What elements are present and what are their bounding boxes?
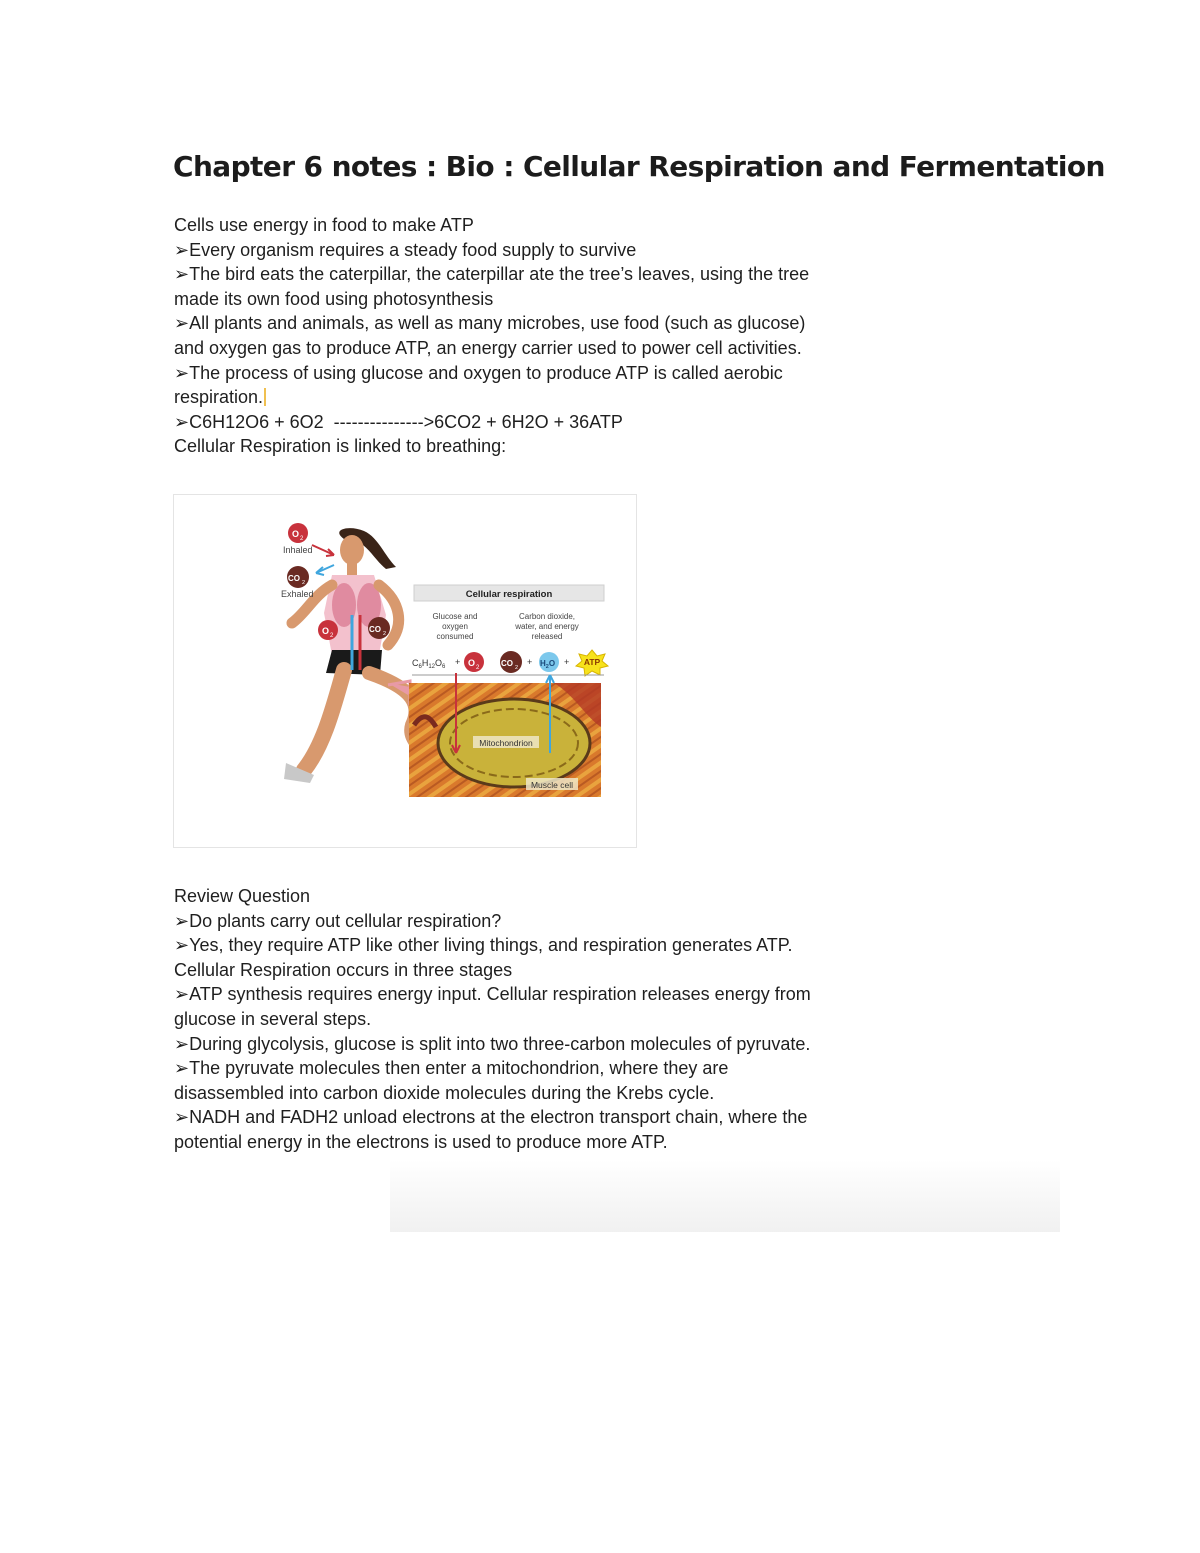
bullet-item: ➢ NADH and FADH2 unload electrons at the electron transport chain, where the potential energy in the electrons is used to produce more ATP. (174, 1105, 824, 1154)
co2-symbol: CO (288, 574, 300, 583)
page-fade-overlay (390, 1160, 1060, 1232)
respiration-figure (173, 494, 637, 848)
plus-sign: + (527, 657, 533, 667)
page-title: Chapter 6 notes : Bio : Cellular Respiration and Fermentation (173, 150, 1105, 183)
o2-symbol: O (322, 626, 330, 636)
plus-sign: + (455, 657, 461, 667)
section-closing: Cellular Respiration is linked to breathing: (174, 436, 507, 457)
notes-section-atp (174, 213, 824, 459)
text-cursor (264, 388, 266, 406)
cellular-respiration-panel (412, 585, 608, 676)
bullet-item: ➢ Do plants carry out cellular respiration? (174, 909, 824, 934)
bullet-item: ➢ ATP synthesis requires energy input. Cellular respiration releases energy from glucose in several steps. (174, 982, 824, 1031)
consumed-label: Glucose and (432, 612, 478, 621)
co2-subscript: 2 (383, 631, 387, 637)
o2-symbol: O (468, 658, 476, 668)
respiration-diagram (174, 495, 636, 847)
released-label: water, and energy (515, 622, 579, 631)
section-heading: Cellular Respiration occurs in three stages (174, 959, 513, 980)
co2-symbol: CO (501, 659, 513, 668)
mitochondrion-label: Mitochondrion (479, 738, 533, 748)
o2-subscript: 2 (330, 633, 334, 639)
o2-subscript: 2 (300, 536, 304, 542)
bullet-text: The process of using glucose and oxygen to produce ATP is called aerobic respiration. (174, 362, 783, 408)
bullet-item: ➢ All plants and animals, as well as many microbes, use food (such as glucose) and oxygen gas to produce ATP, an energy carrier used to power cell activities. (174, 311, 824, 360)
h2o-symbol: $H_2O$ (540, 659, 556, 670)
bullet-item: ➢ Yes, they require ATP like other living things, and respiration generates ATP. (174, 933, 824, 958)
released-label: released (531, 632, 563, 641)
exhaled-label: Exhaled (281, 589, 314, 599)
bullet-item: ➢ The pyruvate molecules then enter a mitochondrion, where they are disassembled into carbon dioxide molecules during the Krebs cycle. (174, 1056, 824, 1105)
released-label: Carbon dioxide, (518, 612, 576, 621)
section-heading: Review Question (174, 886, 311, 906)
bullet-item: ➢ Every organism requires a steady food supply to survive (174, 238, 824, 263)
bullet-item (174, 361, 824, 410)
section-heading: Cells use energy in food to make ATP (174, 215, 474, 235)
muscle-cell-illustration (388, 673, 601, 797)
co2-symbol: CO (369, 625, 381, 634)
o2-subscript: 2 (476, 665, 480, 671)
atp-label: ATP (583, 657, 601, 667)
equation-bullet: ➢ C6H12O6 + 6O2 --------------->6CO2 + 6H2O + 36ATP (174, 410, 824, 435)
inhaled-label: Inhaled (283, 545, 313, 555)
notes-section-stages (174, 884, 824, 1155)
inhaled-label-group (283, 523, 334, 556)
consumed-label: consumed (436, 632, 474, 641)
glucose-formula: $C_6H_{12}O_6$ (412, 658, 446, 670)
plus-sign: + (564, 657, 570, 667)
bullet-item: ➢ During glycolysis, glucose is split into two three-carbon molecules of pyruvate. (174, 1032, 824, 1057)
panel-header: Cellular respiration (465, 589, 553, 600)
o2-symbol: O (292, 529, 300, 539)
co2-subscript: 2 (515, 665, 519, 671)
co2-subscript: 2 (302, 580, 306, 586)
consumed-label: oxygen (442, 622, 468, 631)
muscle-cell-label: Muscle cell (530, 780, 574, 790)
bullet-item: ➢ The bird eats the caterpillar, the caterpillar ate the tree’s leaves, using the tree made its own food using photosynthesis (174, 262, 824, 311)
